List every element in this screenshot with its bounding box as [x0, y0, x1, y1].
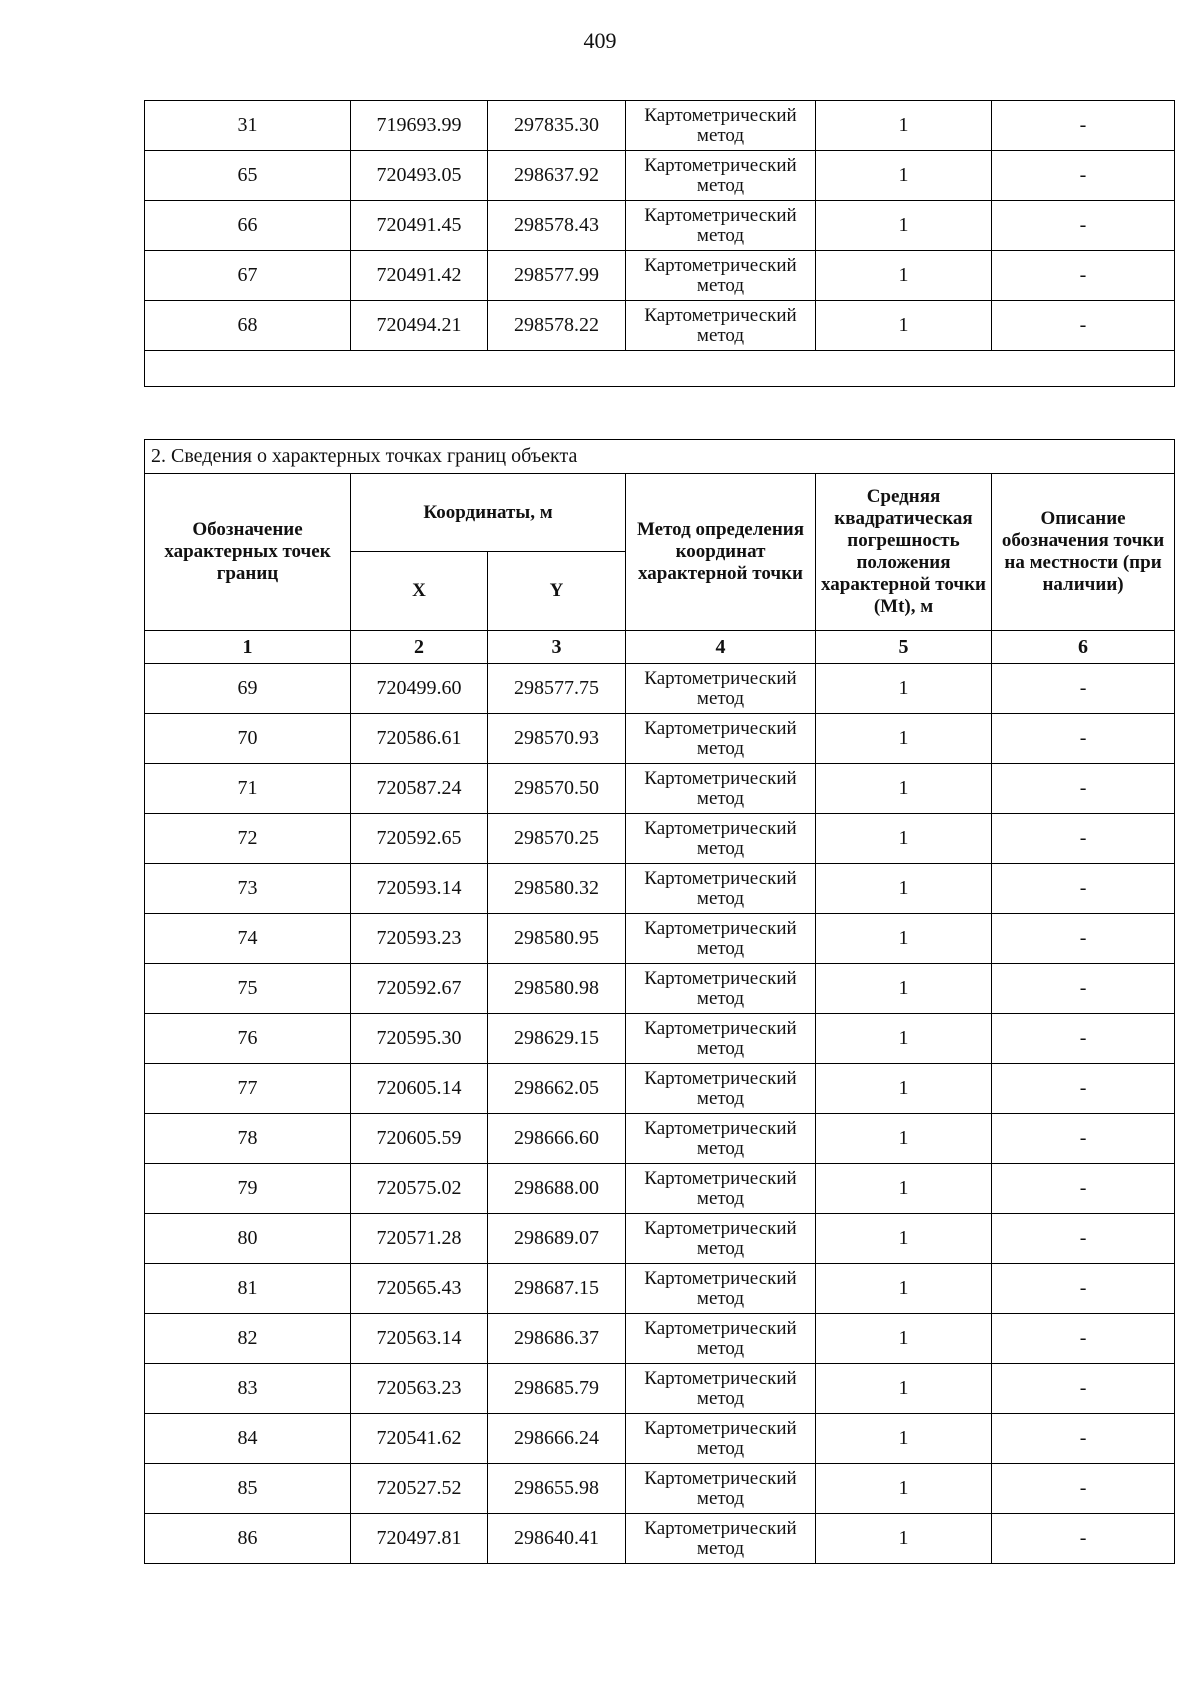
description-cell: -: [992, 664, 1175, 714]
x-coordinate-cell: 720491.42: [351, 251, 488, 301]
point-id-cell: 77: [145, 1064, 351, 1114]
description-cell: -: [992, 201, 1175, 251]
description-cell: -: [992, 1314, 1175, 1364]
point-id-cell: 85: [145, 1464, 351, 1514]
method-cell: [626, 664, 816, 714]
method-line-2: метод: [696, 324, 745, 346]
table-row: [145, 1014, 1175, 1064]
y-coordinate-cell: 298570.25: [488, 814, 626, 864]
method-line-2: метод: [696, 987, 745, 1009]
y-coordinate-cell: 298686.37: [488, 1314, 626, 1364]
method-line-2: метод: [696, 887, 745, 909]
mt-cell: 1: [816, 764, 992, 814]
mt-cell: 1: [816, 251, 992, 301]
mt-cell: 1: [816, 1064, 992, 1114]
x-coordinate-cell: 720499.60: [351, 664, 488, 714]
mt-cell: 1: [816, 1464, 992, 1514]
y-coordinate-cell: 298688.00: [488, 1164, 626, 1214]
method-line-2: метод: [696, 1237, 745, 1259]
method-line-1: Картометрический: [644, 104, 797, 126]
description-cell: -: [992, 1514, 1175, 1564]
point-id-cell: 75: [145, 964, 351, 1014]
method-cell: [626, 301, 816, 351]
y-coordinate-cell: 298640.41: [488, 1514, 626, 1564]
method-line-2: метод: [696, 1487, 745, 1509]
x-coordinate-cell: 720491.45: [351, 201, 488, 251]
description-cell: -: [992, 964, 1175, 1014]
point-id-cell: 71: [145, 764, 351, 814]
table-row: [145, 1164, 1175, 1214]
description-cell: -: [992, 101, 1175, 151]
description-cell: -: [992, 714, 1175, 764]
method-cell: [626, 151, 816, 201]
method-line-2: метод: [696, 1337, 745, 1359]
table-row: [145, 101, 1175, 151]
description-cell: -: [992, 1264, 1175, 1314]
mt-cell: 1: [816, 1514, 992, 1564]
table-row: [145, 1414, 1175, 1464]
method-line-1: Картометрический: [644, 1067, 797, 1089]
method-line-1: Картометрический: [644, 1017, 797, 1039]
x-coordinate-cell: 720497.81: [351, 1514, 488, 1564]
y-coordinate-cell: 298687.15: [488, 1264, 626, 1314]
method-line-1: Картометрический: [644, 154, 797, 176]
method-line-2: метод: [696, 1387, 745, 1409]
method-line-2: метод: [696, 224, 745, 246]
method-line-2: метод: [696, 274, 745, 296]
mt-cell: 1: [816, 1364, 992, 1414]
description-cell: -: [992, 251, 1175, 301]
table-row: [145, 1114, 1175, 1164]
blank-row: [145, 351, 1175, 387]
point-id-cell: 76: [145, 1014, 351, 1064]
method-cell: [626, 1414, 816, 1464]
method-line-1: Картометрический: [644, 867, 797, 889]
method-line-2: метод: [696, 1187, 745, 1209]
description-cell: -: [992, 1214, 1175, 1264]
header-row: [145, 474, 1175, 552]
y-coordinate-cell: 298629.15: [488, 1014, 626, 1064]
method-line-1: Картометрический: [644, 204, 797, 226]
mt-cell: 1: [816, 914, 992, 964]
column-number: 1: [145, 631, 351, 664]
method-cell: [626, 914, 816, 964]
table-row: [145, 664, 1175, 714]
mt-cell: 1: [816, 814, 992, 864]
x-coordinate-cell: 720605.59: [351, 1114, 488, 1164]
mt-cell: 1: [816, 1114, 992, 1164]
x-coordinate-cell: 720586.61: [351, 714, 488, 764]
method-line-1: Картометрический: [644, 1117, 797, 1139]
x-coordinate-cell: 720571.28: [351, 1214, 488, 1264]
x-coordinate-cell: 720565.43: [351, 1264, 488, 1314]
table-row: [145, 914, 1175, 964]
point-id-cell: 74: [145, 914, 351, 964]
x-coordinate-cell: 720587.24: [351, 764, 488, 814]
x-coordinate-cell: 720494.21: [351, 301, 488, 351]
y-coordinate-cell: 298578.43: [488, 201, 626, 251]
point-id-cell: 68: [145, 301, 351, 351]
y-coordinate-cell: 298655.98: [488, 1464, 626, 1514]
table-row: [145, 151, 1175, 201]
method-line-1: Картометрический: [644, 304, 797, 326]
mt-cell: 1: [816, 1014, 992, 1064]
mt-cell: 1: [816, 864, 992, 914]
column-number: 3: [488, 631, 626, 664]
method-cell: [626, 1164, 816, 1214]
method-cell: [626, 814, 816, 864]
method-cell: [626, 201, 816, 251]
method-line-1: Картометрический: [644, 817, 797, 839]
point-id-cell: 65: [145, 151, 351, 201]
point-id-cell: 73: [145, 864, 351, 914]
description-cell: -: [992, 301, 1175, 351]
x-coordinate-cell: 720493.05: [351, 151, 488, 201]
x-coordinate-cell: 720593.23: [351, 914, 488, 964]
method-line-1: Картометрический: [644, 917, 797, 939]
description-cell: -: [992, 1114, 1175, 1164]
x-coordinate-cell: 720595.30: [351, 1014, 488, 1064]
y-coordinate-cell: 298580.95: [488, 914, 626, 964]
description-cell: -: [992, 1414, 1175, 1464]
table-title: 2. Сведения о характерных точках границ объекта: [145, 440, 1175, 474]
y-coordinate-cell: 298685.79: [488, 1364, 626, 1414]
point-id-cell: 79: [145, 1164, 351, 1214]
method-line-1: Картометрический: [644, 1517, 797, 1539]
method-line-2: метод: [696, 1287, 745, 1309]
header-y: Y: [488, 552, 626, 631]
x-coordinate-cell: 720527.52: [351, 1464, 488, 1514]
point-id-cell: 84: [145, 1414, 351, 1464]
column-number: 4: [626, 631, 816, 664]
mt-cell: 1: [816, 1214, 992, 1264]
method-cell: [626, 714, 816, 764]
method-cell: [626, 251, 816, 301]
description-cell: -: [992, 1464, 1175, 1514]
x-coordinate-cell: 720605.14: [351, 1064, 488, 1114]
method-line-1: Картометрический: [644, 667, 797, 689]
y-coordinate-cell: 298577.99: [488, 251, 626, 301]
header-x: X: [351, 552, 488, 631]
point-id-cell: 72: [145, 814, 351, 864]
mt-cell: 1: [816, 301, 992, 351]
method-line-2: метод: [696, 1037, 745, 1059]
y-coordinate-cell: 298689.07: [488, 1214, 626, 1264]
x-coordinate-cell: 720592.67: [351, 964, 488, 1014]
method-line-2: метод: [696, 737, 745, 759]
x-coordinate-cell: 720541.62: [351, 1414, 488, 1464]
table-row: [145, 1214, 1175, 1264]
method-cell: [626, 1514, 816, 1564]
method-line-1: Картометрический: [644, 1267, 797, 1289]
column-number: 6: [992, 631, 1175, 664]
method-cell: [626, 1314, 816, 1364]
description-cell: -: [992, 864, 1175, 914]
x-coordinate-cell: 720563.23: [351, 1364, 488, 1414]
point-id-cell: 78: [145, 1114, 351, 1164]
point-id-cell: 82: [145, 1314, 351, 1364]
method-cell: [626, 101, 816, 151]
method-line-2: метод: [696, 837, 745, 859]
method-cell: [626, 764, 816, 814]
table-row: [145, 864, 1175, 914]
method-cell: [626, 1014, 816, 1064]
mt-cell: 1: [816, 1164, 992, 1214]
table-row: [145, 1064, 1175, 1114]
table-row: [145, 301, 1175, 351]
header-designation: Обозначение характерных точек границ: [145, 474, 351, 631]
point-id-cell: 83: [145, 1364, 351, 1414]
method-line-2: метод: [696, 1437, 745, 1459]
column-numbers-row: [145, 631, 1175, 664]
y-coordinate-cell: 297835.30: [488, 101, 626, 151]
y-coordinate-cell: 298637.92: [488, 151, 626, 201]
method-cell: [626, 1364, 816, 1414]
method-cell: [626, 1214, 816, 1264]
table-row: [145, 764, 1175, 814]
description-cell: -: [992, 151, 1175, 201]
description-cell: -: [992, 1064, 1175, 1114]
mt-cell: 1: [816, 1414, 992, 1464]
mt-cell: 1: [816, 714, 992, 764]
description-cell: -: [992, 1364, 1175, 1414]
method-line-2: метод: [696, 687, 745, 709]
method-line-1: Картометрический: [644, 1217, 797, 1239]
point-id-cell: 66: [145, 201, 351, 251]
coordinates-table-continued: [144, 100, 1175, 387]
mt-cell: 1: [816, 1314, 992, 1364]
y-coordinate-cell: 298666.60: [488, 1114, 626, 1164]
point-id-cell: 81: [145, 1264, 351, 1314]
y-coordinate-cell: 298662.05: [488, 1064, 626, 1114]
table-row: [145, 1314, 1175, 1364]
header-coordinates: Координаты, м: [351, 474, 626, 552]
table-row: [145, 1364, 1175, 1414]
y-coordinate-cell: 298577.75: [488, 664, 626, 714]
column-number: 5: [816, 631, 992, 664]
page-number: 409: [583, 28, 617, 53]
method-line-1: Картометрический: [644, 717, 797, 739]
point-id-cell: 31: [145, 101, 351, 151]
header-description: Описание обозначения точки на местности (при наличии): [992, 474, 1175, 631]
method-line-1: Картометрический: [644, 1417, 797, 1439]
point-id-cell: 70: [145, 714, 351, 764]
table-row: [145, 1464, 1175, 1514]
point-id-cell: 80: [145, 1214, 351, 1264]
mt-cell: 1: [816, 151, 992, 201]
method-line-1: Картометрический: [644, 767, 797, 789]
point-id-cell: 67: [145, 251, 351, 301]
method-line-2: метод: [696, 1137, 745, 1159]
method-cell: [626, 1064, 816, 1114]
table-row: [145, 714, 1175, 764]
mt-cell: 1: [816, 1264, 992, 1314]
table-row: [145, 814, 1175, 864]
method-line-2: метод: [696, 1537, 745, 1559]
blank-cell: [145, 351, 1175, 387]
table-title-row: [145, 440, 1175, 474]
header-method: Метод определения координат характерной точки: [626, 474, 816, 631]
x-coordinate-cell: 720575.02: [351, 1164, 488, 1214]
description-cell: -: [992, 764, 1175, 814]
method-line-2: метод: [696, 1087, 745, 1109]
table1-body: [145, 101, 1175, 351]
description-cell: -: [992, 1014, 1175, 1064]
y-coordinate-cell: 298580.98: [488, 964, 626, 1014]
table-row: [145, 251, 1175, 301]
method-line-1: Картометрический: [644, 254, 797, 276]
mt-cell: 1: [816, 201, 992, 251]
boundary-points-table: [144, 439, 1175, 1564]
point-id-cell: 69: [145, 664, 351, 714]
x-coordinate-cell: 720563.14: [351, 1314, 488, 1364]
method-line-1: Картометрический: [644, 1367, 797, 1389]
method-line-2: метод: [696, 124, 745, 146]
method-line-1: Картометрический: [644, 1467, 797, 1489]
table-row: [145, 964, 1175, 1014]
method-line-1: Картометрический: [644, 1317, 797, 1339]
mt-cell: 1: [816, 101, 992, 151]
x-coordinate-cell: 720593.14: [351, 864, 488, 914]
mt-cell: 1: [816, 964, 992, 1014]
method-cell: [626, 864, 816, 914]
x-coordinate-cell: 720592.65: [351, 814, 488, 864]
method-cell: [626, 1114, 816, 1164]
y-coordinate-cell: 298666.24: [488, 1414, 626, 1464]
y-coordinate-cell: 298580.32: [488, 864, 626, 914]
point-id-cell: 86: [145, 1514, 351, 1564]
description-cell: -: [992, 814, 1175, 864]
method-cell: [626, 1264, 816, 1314]
method-line-2: метод: [696, 937, 745, 959]
description-cell: -: [992, 914, 1175, 964]
method-line-2: метод: [696, 174, 745, 196]
header-mt: Средняя квадратическая погрешность положения характерной точки (Mt), м: [816, 474, 992, 631]
x-coordinate-cell: 719693.99: [351, 101, 488, 151]
y-coordinate-cell: 298570.50: [488, 764, 626, 814]
method-line-2: метод: [696, 787, 745, 809]
method-cell: [626, 1464, 816, 1514]
table-row: [145, 201, 1175, 251]
description-cell: -: [992, 1164, 1175, 1214]
method-line-1: Картометрический: [644, 1167, 797, 1189]
table-row: [145, 1264, 1175, 1314]
table2-body: [145, 664, 1175, 1564]
mt-cell: 1: [816, 664, 992, 714]
method-cell: [626, 964, 816, 1014]
column-number: 2: [351, 631, 488, 664]
method-line-1: Картометрический: [644, 967, 797, 989]
y-coordinate-cell: 298570.93: [488, 714, 626, 764]
table-row: [145, 1514, 1175, 1564]
y-coordinate-cell: 298578.22: [488, 301, 626, 351]
